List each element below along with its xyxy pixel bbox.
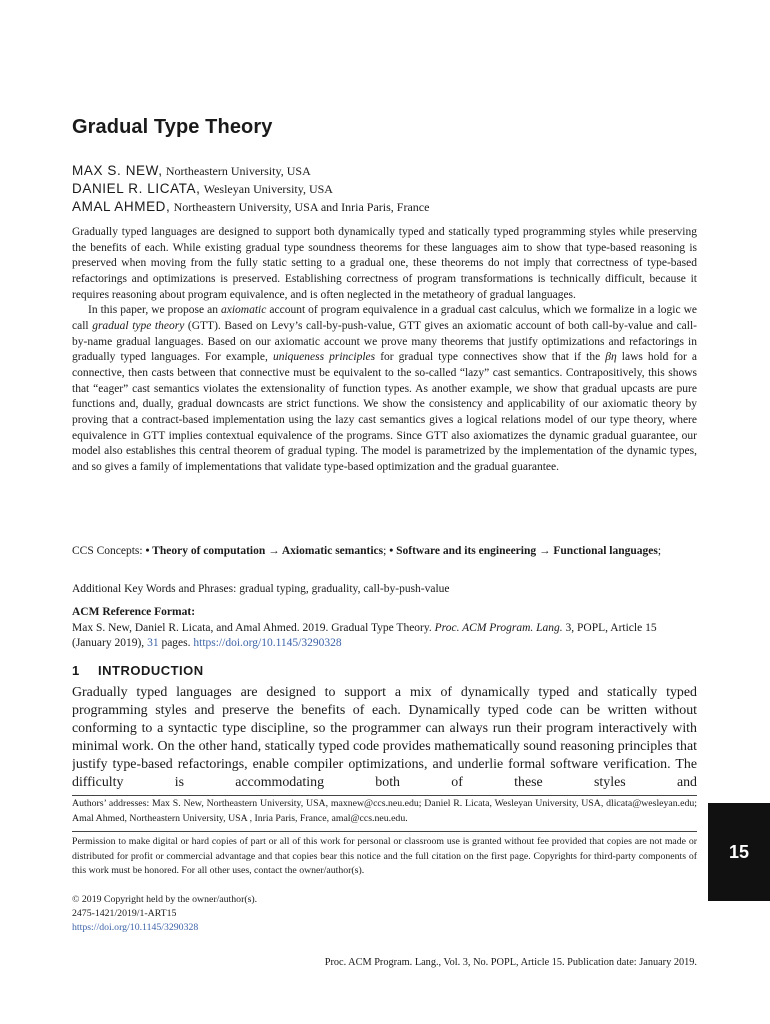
ref-text: Max S. New, Daniel R. Licata, and Amal Ahmed. 2019. Gradual Type Theory. [72, 621, 435, 634]
abstract-emphasis: uniqueness principles [272, 351, 376, 364]
copyright-notice: © 2019 Copyright held by the owner/author(s). [72, 894, 258, 905]
author-affiliation: Wesleyan University, USA [203, 182, 333, 196]
ccs-separator: ; [383, 545, 390, 557]
author-line [72, 162, 311, 180]
ref-text: 3, POPL, Article 15 (January 2019), [72, 621, 657, 650]
ccs-concepts [72, 544, 697, 560]
abstract-emphasis: βη [605, 351, 617, 364]
ccs-end: ; [657, 545, 662, 557]
page-count-link[interactable]: 31 [147, 637, 159, 650]
paper-title: Gradual Type Theory [72, 116, 273, 138]
issn: 2475-1421/2019/1-ART15 [72, 908, 177, 919]
footnote-rule [72, 831, 697, 832]
section-number: 1 [72, 663, 80, 678]
abstract-emphasis: axiomatic [221, 304, 267, 317]
doi-link[interactable]: https://doi.org/10.1145/3290328 [72, 922, 199, 933]
section-title: INTRODUCTION [98, 663, 204, 678]
abstract-emphasis: gradual type theory [92, 319, 185, 332]
abstract-paragraph-2 [72, 303, 697, 475]
author-affiliation: Northeastern University, USA and Inria Paris, France [173, 200, 430, 214]
author-addresses: Authors’ addresses: Max S. New, Northeastern University, USA, maxnew@ccs.neu.edu; Daniel R. Licata, Wesleyan University, USA, dlicata@wesleyan.edu; Amal Ahmed, Northeastern University, USA , Inria Paris, France, amal@ccs.neu.edu. [72, 798, 697, 824]
article-number-tab: 15 [708, 803, 770, 901]
page-footer: Proc. ACM Program. Lang., Vol. 3, No. POPL, Article 15. Publication date: January 2019. [324, 957, 697, 968]
author-affiliation: Northeastern University, USA [165, 164, 311, 178]
author-name: AMAL AHMED, [72, 199, 171, 214]
author-name: MAX S. NEW, [72, 163, 163, 178]
footnote-rule [72, 795, 697, 796]
abstract [72, 225, 697, 476]
ccs-label: CCS Concepts: [72, 545, 146, 557]
author-line [72, 198, 429, 216]
author-line [72, 180, 333, 198]
ref-text: pages. [158, 637, 194, 650]
ccs-concept: • Theory of computation → Axiomatic semantics [145, 545, 384, 557]
ccs-concept: • Software and its engineering → Functional languages [389, 545, 658, 557]
abstract-text: laws hold for a connective, then casts between that connective must be equivalent to the so-called “lazy” cast semantics. Contrapositively, this shows that “eager” cast semantics violates the extensionality of function types. As another example, we show that gradual upcasts are pure functions and, dually, gradual downcasts are strict functions. We show the consistency and applicability of our axiomatic theory by proving that a contract-based implementation using the lazy cast semantics gives a logical relations model of our type theory, where equivalence in GTT implies contextual equivalence of the programs. Since GTT also axiomatizes the dynamic gradual guarantee, our model also establishes this central theorem of gradual typing. The model is parametrized by the implementation of the dynamic types, and so gives a family of implementations that validate type-based optimization and the gradual guarantee. [72, 351, 697, 473]
acm-reference-heading: ACM Reference Format: [72, 606, 196, 618]
doi-link[interactable]: https://doi.org/10.1145/3290328 [193, 637, 342, 650]
abstract-text: for gradual type connectives show that if the [375, 351, 606, 364]
abstract-paragraph-1: Gradually typed languages are designed to support both dynamically typed and statically typed programming styles while preserving the benefits of each. While existing gradual type soundness theorems for these languages aim to show that type-based reasoning is preserved when moving from the fully static setting to a gradual one, these theorems do not imply that correctness of type-based refactorings and optimizations is preserved. Establishing correctness of program transformations is technically difficult, because it requires reasoning about program equivalence, and is often neglected in the metatheory of gradual languages. [72, 226, 697, 301]
permission-notice: Permission to make digital or hard copies of part or all of this work for personal or classroom use is granted without fee provided that copies are not made or distributed for profit or commercial advantage and that copies bear this notice and the full citation on the first page. Copyrights for third-party components of this work must be honored. For all other uses, contact the owner/author(s). [72, 836, 697, 877]
abstract-text: account of program equivalence in a gradual cast calculus, which we formalize in a logic we call [72, 304, 697, 332]
ref-venue: Proc. ACM Program. Lang. [434, 621, 563, 634]
section-heading [72, 663, 204, 678]
acm-reference-text [72, 621, 697, 652]
keywords: Additional Key Words and Phrases: gradual typing, graduality, call-by-push-value [72, 583, 450, 595]
introduction-text: Gradually typed languages are designed to support a mix of dynamically typed and statically typed programming styles and preserve the benefits of each. Dynamically typed code can be written without conforming to a syntactic type discipline, so the programmer can always run their program interactively with minimal work. On the other hand, statically typed code provides mathematically sound reasoning principles that justify type-based refactorings, enable compiler optimizations, and underlie formal software verification. The difficulty is accommodating both of these styles and [72, 685, 697, 791]
author-name: DANIEL R. LICATA, [72, 181, 201, 196]
acm-reference [72, 605, 697, 652]
abstract-text: In this paper, we propose an [88, 304, 221, 317]
footnote-doi [72, 921, 697, 936]
abstract-text: (GTT). Based on Levy’s call-by-push-value, GTT gives an axiomatic account of both call-by-value and call-by-name gradual languages. Based on our axiomatic account we prove many theorems that justify optimizations and refactorings in gradually typed languages. For example, [72, 319, 698, 364]
